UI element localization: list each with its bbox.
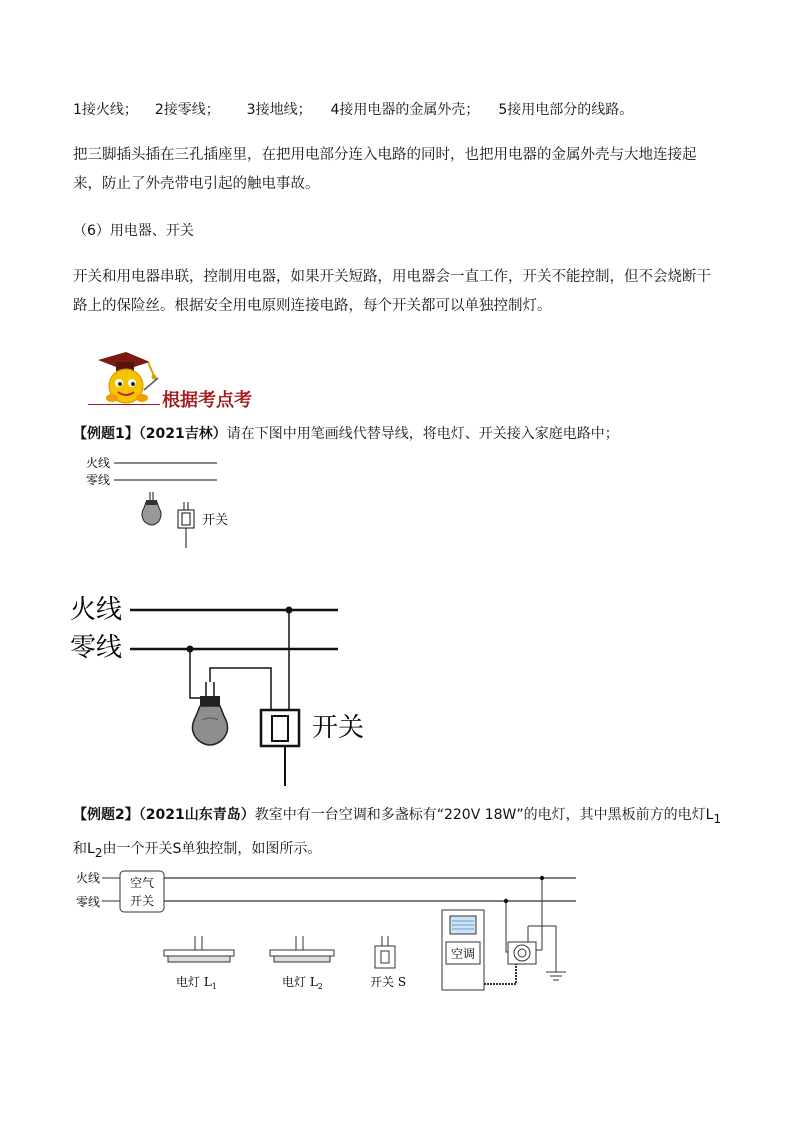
lamp-l1-label: 电灯 $L_1$ [176, 975, 217, 991]
example-2 [73, 800, 733, 868]
paragraph-plug: 把三脚插头插在三孔插座里，在把用电部分连入电路的同时，也把用电器的金属外壳与大地连接起来，防止了外壳带电引起的触电事故。 [73, 147, 697, 192]
example-2-text-a: 教室中有一台空调和多盏标有“220V 18W”的电灯，其中黑板前方的电灯L [254, 807, 714, 823]
example-1-label: 【例题1】 [73, 426, 139, 442]
example-2-text-b: 和L [73, 840, 95, 857]
classroom-circuit-diagram [66, 866, 586, 996]
example-1 [73, 424, 619, 444]
circuit-diagram-answer [66, 590, 386, 790]
grounding-item-2: 2接零线； [154, 102, 220, 118]
switch-s [375, 936, 395, 968]
live-wire-label: 火线 [76, 871, 101, 885]
example-1-text: 请在下图中用笔画线代替导线，将电灯、开关接入家庭电路中； [226, 426, 619, 442]
example-2-sub-a: 1 [713, 811, 722, 826]
breaker-label-2: 开关 [129, 894, 155, 908]
example-2-sub-b: 2 [94, 845, 103, 860]
lamp-l2 [270, 936, 334, 962]
grounding-list [73, 100, 633, 120]
bulb-icon [142, 492, 161, 525]
lamp-neutral-wire [190, 649, 206, 698]
lamp-switch-wire [210, 668, 271, 698]
circuit-diagram-question [80, 450, 240, 554]
socket-icon [484, 942, 536, 984]
switch-label: 开关 [202, 513, 229, 528]
air-breaker [120, 871, 164, 912]
breaker-label-1: 空气 [129, 876, 155, 890]
ground-icon [546, 972, 566, 980]
example-2-label: 【例题2】 [73, 807, 139, 823]
example-2-source: （2021山东青岛） [138, 807, 255, 823]
neutral-wire-label: 零线 [70, 633, 123, 663]
switch-icon [261, 698, 299, 786]
section-6-title: （6）用电器、开关 [73, 223, 194, 239]
neutral-wire-label: 零线 [76, 895, 101, 909]
example-2-text-c: 由一个开关S单独控制，如图所示。 [102, 840, 322, 857]
heading-underline [88, 404, 160, 405]
switch-label: 开关 [312, 713, 365, 743]
grounding-item-4: 4接用电器的金属外壳； [330, 102, 480, 118]
mascot-doctor-hat-icon [86, 350, 166, 412]
example-1-source: （2021吉林） [138, 426, 227, 442]
section-heading: 根据考点考 [162, 390, 252, 411]
grounding-item-1: 1接火线； [73, 102, 138, 118]
lamp-l2-label: 电灯 $L_2$ [282, 975, 323, 991]
grounding-item-3: 3接地线； [246, 102, 312, 118]
switch-icon [178, 502, 194, 548]
live-wire-label: 火线 [86, 456, 111, 470]
grounding-item-5: 5接用电部分的线路。 [498, 102, 634, 118]
lamp-l1 [164, 936, 234, 962]
air-conditioner [442, 910, 484, 990]
live-wire-label: 火线 [70, 595, 123, 625]
paragraph-switch: 开关和用电器串联，控制用电器，如果开关短路，用电器会一直工作，开关不能控制，但不会烧断干路上的保险丝。根据安全用电原则连接电路，每个开关都可以单独控制灯。 [73, 269, 711, 314]
switch-s-label: 开关 S [370, 975, 407, 989]
ac-label: 空调 [450, 947, 476, 961]
bulb-icon [192, 682, 227, 745]
neutral-wire-label: 零线 [86, 473, 111, 487]
